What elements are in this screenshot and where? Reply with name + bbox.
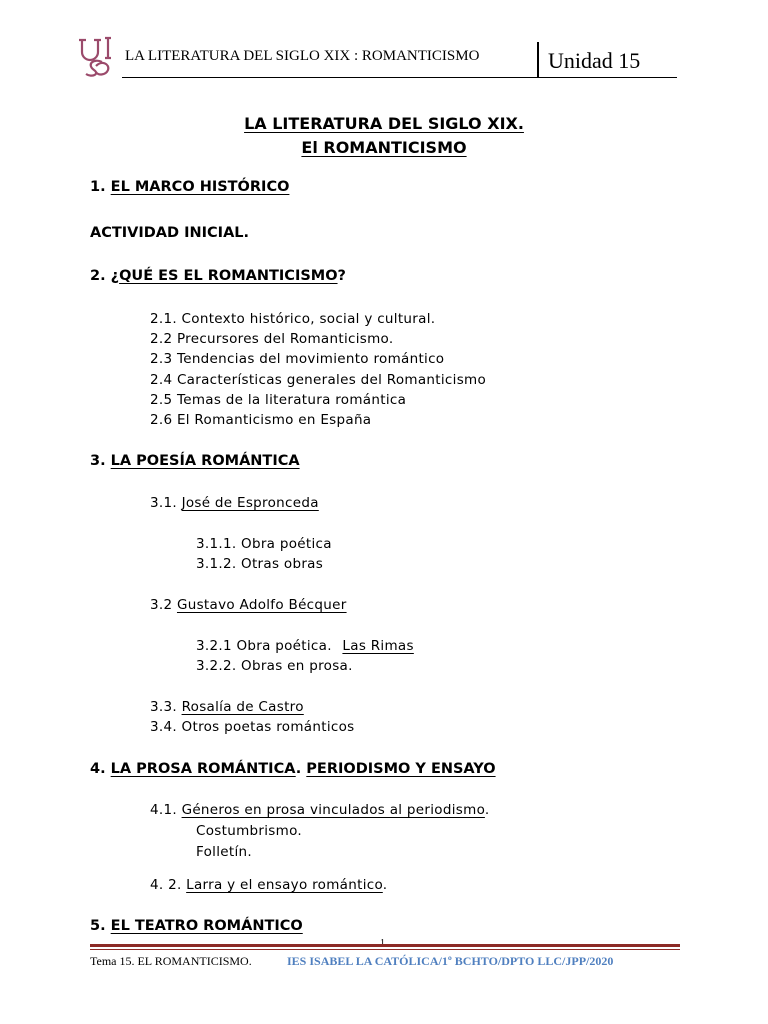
item-3-4: 3.4. Otros poetas románticos xyxy=(150,719,355,735)
list-item: 2.3 Tendencias del movimiento romántico xyxy=(150,351,445,367)
header-unit: Unidad 15 xyxy=(548,48,641,73)
footer-rule-thick xyxy=(90,944,680,947)
list-item: 2.5 Temas de la literatura romántica xyxy=(150,392,407,408)
item-3-3: 3.3. Rosalía de Castro xyxy=(150,699,304,715)
doc-title-line-2: El ROMANTICISMO xyxy=(301,138,467,157)
list-item: 2.2 Precursores del Romanticismo. xyxy=(150,331,394,347)
list-item: 2.4 Características generales del Romanticismo xyxy=(150,372,487,388)
doc-title-line-1: LA LITERATURA DEL SIGLO XIX. xyxy=(244,114,524,133)
header-title: LA LITERATURA DEL SIGLO XIX : ROMANTICISMO xyxy=(125,48,480,64)
list-item: 2.6 El Romanticismo en España xyxy=(150,412,372,428)
footer-rule-thin xyxy=(90,949,680,950)
footer-left-text: Tema 15. EL ROMANTICISMO. xyxy=(90,954,252,968)
footer-right-text: IES ISABEL LA CATÓLICA/1º BCHTO/DPTO LLC/JPP/2020 xyxy=(287,954,614,968)
item-3-1-1: 3.1.1. Obra poética xyxy=(196,536,332,552)
list-item: 2.1. Contexto histórico, social y cultural. xyxy=(150,311,436,327)
item-3-2: 3.2 Gustavo Adolfo Bécquer xyxy=(150,597,347,613)
section-1-heading: 1. EL MARCO HISTÓRICO xyxy=(90,179,290,195)
item-4-1: 4.1. Géneros en prosa vinculados al periodismo. xyxy=(150,802,490,818)
item-4-2: 4. 2. Larra y el ensayo romántico. xyxy=(150,877,388,893)
section-5-heading: 5. EL TEATRO ROMÁNTICO xyxy=(90,918,303,934)
item-3-1: 3.1. José de Espronceda xyxy=(150,495,319,511)
section-2-heading: 2. ¿QUÉ ES EL ROMANTICISMO? xyxy=(90,268,346,284)
section-3-heading: 3. LA POESÍA ROMÁNTICA xyxy=(90,453,300,469)
item-3-2-2: 3.2.2. Obras en prosa. xyxy=(196,658,353,674)
item-3-1-2: 3.1.2. Otras obras xyxy=(196,556,324,572)
header-rule xyxy=(122,77,677,78)
header-divider xyxy=(537,42,539,78)
item-4-1-folletin: Folletín. xyxy=(196,844,252,860)
actividad-inicial: ACTIVIDAD INICIAL. xyxy=(90,225,250,241)
item-4-1-costumbrismo: Costumbrismo. xyxy=(196,823,302,839)
section-4-heading: 4. LA PROSA ROMÁNTICA. PERIODISMO Y ENSAYO xyxy=(90,761,496,777)
item-3-2-1: 3.2.1 Obra poética. Las Rimas xyxy=(196,638,414,654)
ies-logo-icon xyxy=(78,36,116,78)
